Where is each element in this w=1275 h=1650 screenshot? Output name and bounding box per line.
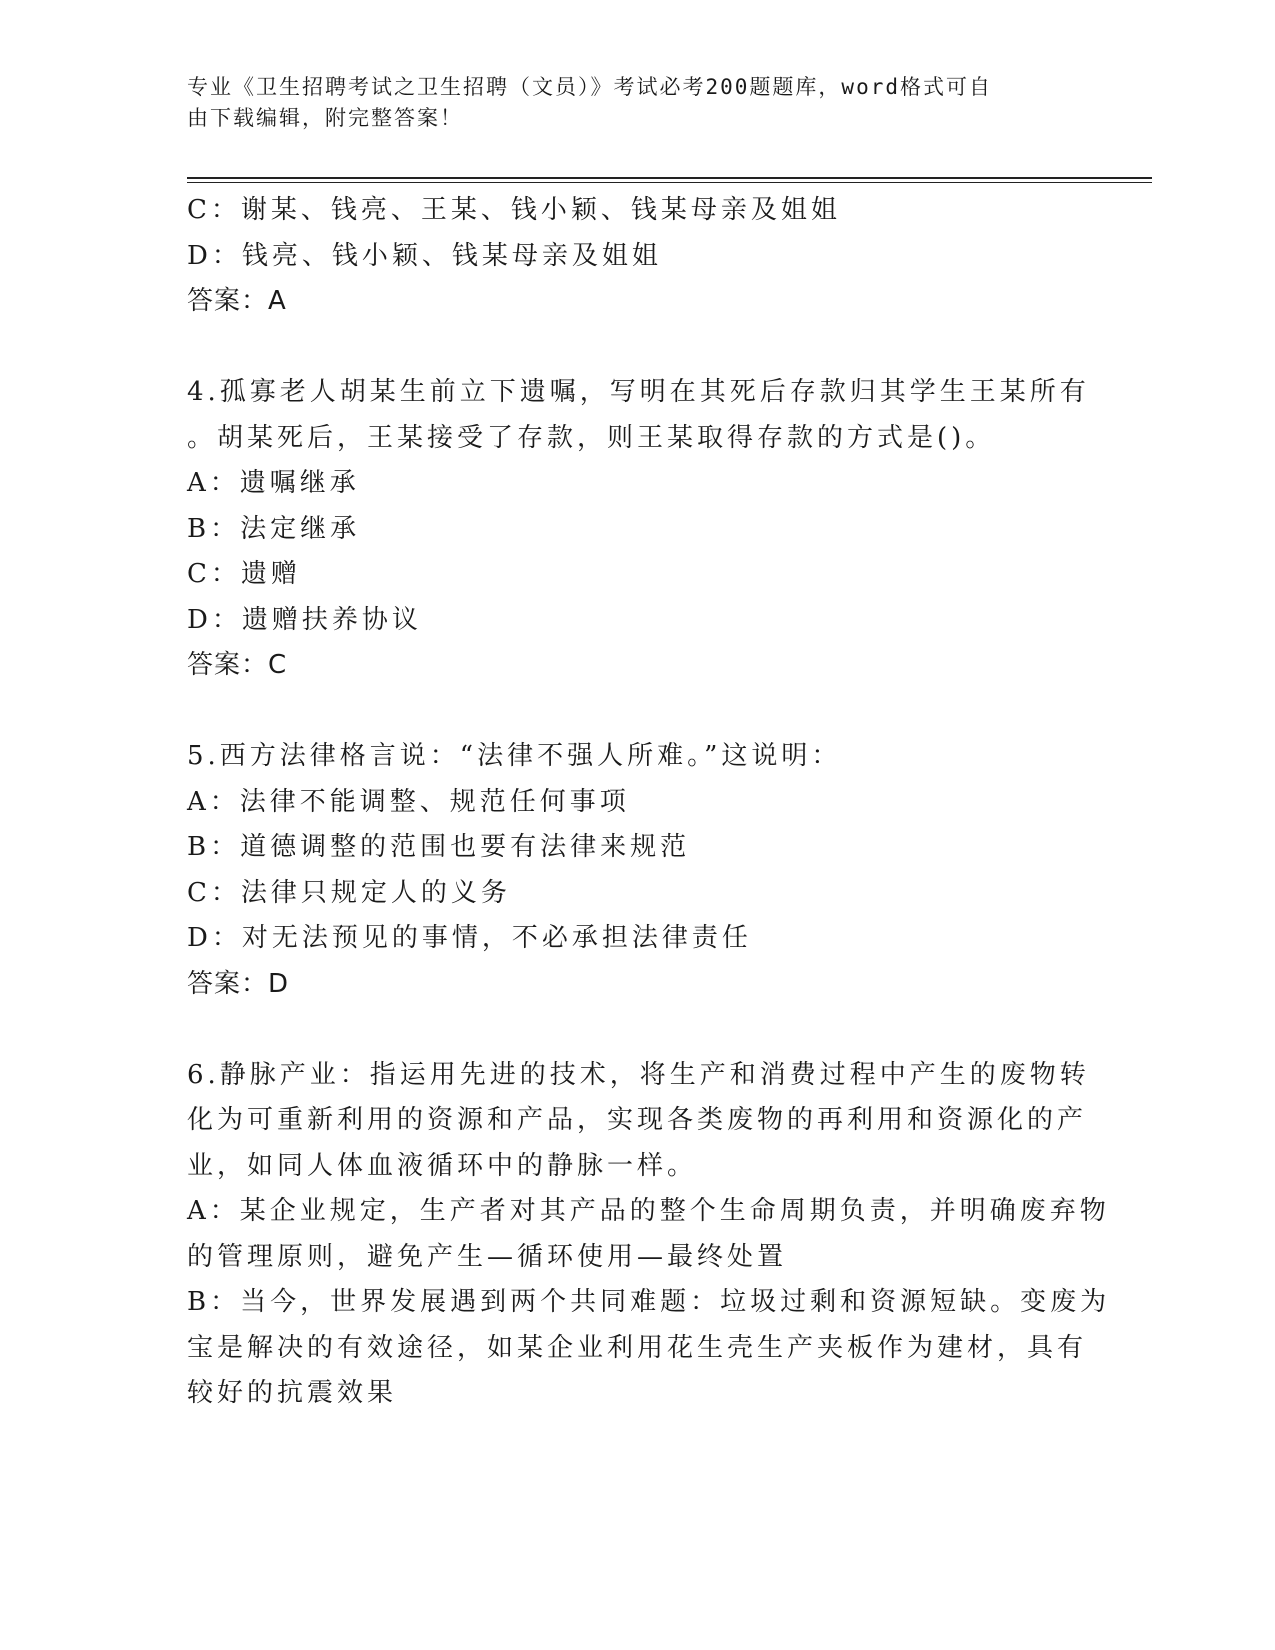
question-stem: 4.孤寡老人胡某生前立下遗嘱，写明在其死后存款归其学生王某所有: [187, 377, 1090, 407]
spacer: [187, 689, 1087, 735]
header-divider-thick: [187, 177, 1152, 179]
option-c: C：遗赠: [187, 559, 301, 589]
option-d: D：对无法预见的事情，不必承担法律责任: [187, 923, 752, 953]
document-header: [187, 72, 1067, 134]
answer: 答案：C: [187, 650, 288, 680]
option-c: C：法律只规定人的义务: [187, 877, 511, 908]
question-content: [187, 188, 1111, 1417]
question-stem: 。胡某死后，王某接受了存款，则王某取得存款的方式是()。: [187, 422, 996, 453]
option-b: B：法定继承: [187, 513, 361, 544]
question-stem: 6.静脉产业：指运用先进的技术，将生产和消费过程中产生的废物转: [187, 1059, 1090, 1090]
option-a: A：法律不能调整、规范任何事项: [187, 786, 630, 817]
option-a-continued: 的管理原则，避免产生—循环使用—最终处置: [187, 1241, 788, 1272]
option-d: D：钱亮、钱小颖、钱某母亲及姐姐: [187, 240, 662, 271]
option-d: D：遗赠扶养协议: [187, 604, 422, 635]
spacer: [187, 1007, 1087, 1053]
answer: 答案：D: [187, 968, 290, 999]
option-b-continued: 宝是解决的有效途径，如某企业利用花生壳生产夹板作为建材，具有: [187, 1332, 1088, 1363]
question-4: [187, 370, 1090, 689]
option-b: B：道德调整的范围也要有法律来规范: [187, 832, 691, 862]
spacer: [187, 325, 1087, 371]
option-a: A：某企业规定，生产者对其产品的整个生命周期负责，并明确废弃物: [187, 1196, 1110, 1226]
question-3-tail: [187, 188, 1087, 325]
option-b-continued: 较好的抗震效果: [187, 1378, 398, 1408]
option-a: A：遗嘱继承: [187, 468, 360, 498]
header-divider-thin: [187, 182, 1152, 183]
question-stem: 化为可重新利用的资源和产品，实现各类废物的再利用和资源化的产: [187, 1105, 1088, 1135]
question-stem: 业，如同人体血液循环中的静脉一样。: [187, 1150, 698, 1181]
question-6: [187, 1053, 1111, 1417]
question-5: [187, 734, 1087, 1007]
answer: 答案：A: [187, 286, 287, 316]
header-line-2: 由下载编辑，附完整答案！: [187, 106, 463, 130]
option-b: B：当今，世界发展遇到两个共同难题：垃圾过剩和资源短缺。变废为: [187, 1287, 1111, 1317]
option-c: C：谢某、钱亮、王某、钱小颖、钱某母亲及姐姐: [187, 195, 841, 225]
header-line-1: 专业《卫生招聘考试之卫生招聘（文员）》考试必考200题题库，word格式可自: [187, 75, 992, 99]
question-stem: 5.西方法律格言说：“法律不强人所难。”这说明：: [187, 741, 842, 771]
